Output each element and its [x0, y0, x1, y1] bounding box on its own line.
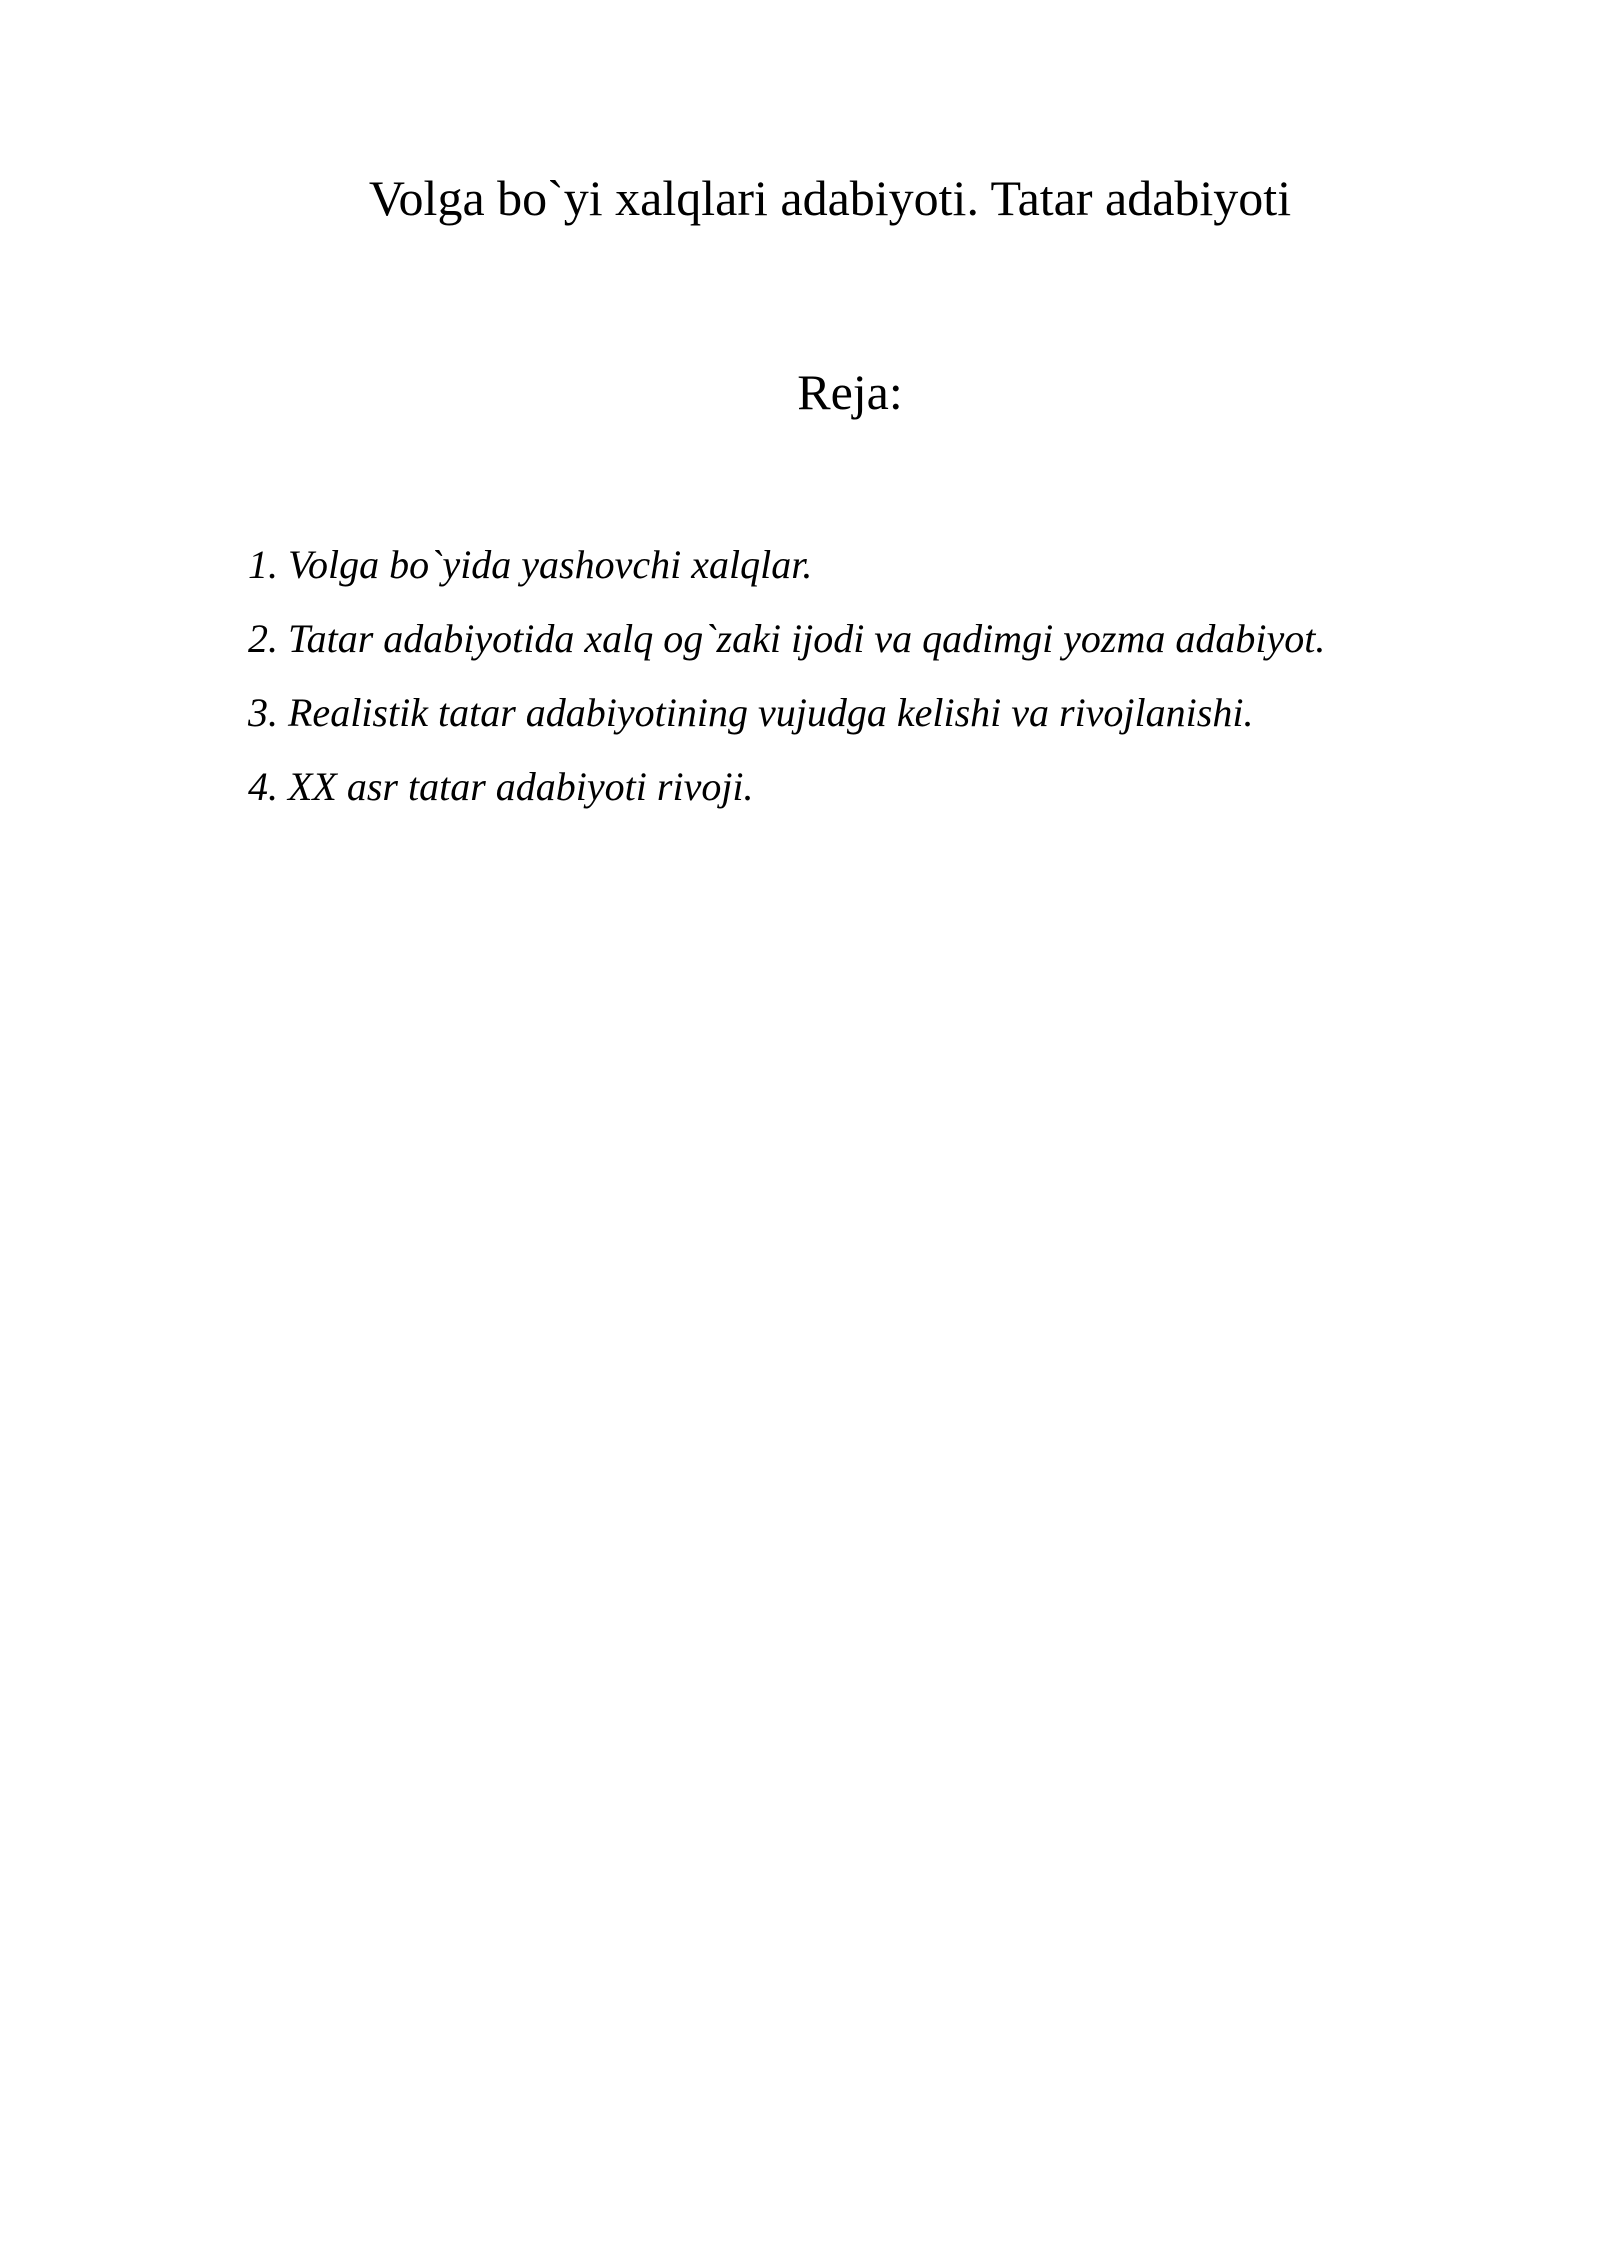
- plan-item: 4. XX asr tatar adabiyoti rivoji.: [248, 764, 754, 809]
- document-title: Volga bo`yi xalqlari adabiyoti. Tatar adabiyoti: [368, 170, 1292, 226]
- plan-item: 2. Tatar adabiyotida xalq og`zaki ijodi va qadimgi yozma adabiyot.: [248, 616, 1326, 661]
- plan-list: [248, 540, 1548, 836]
- plan-item: 1. Volga bo`yida yashovchi xalqlar.: [248, 542, 813, 587]
- plan-heading: Reja:: [797, 364, 903, 420]
- plan-item: 3. Realistik tatar adabiyotining vujudga kelishi va rivojlanishi.: [248, 690, 1254, 735]
